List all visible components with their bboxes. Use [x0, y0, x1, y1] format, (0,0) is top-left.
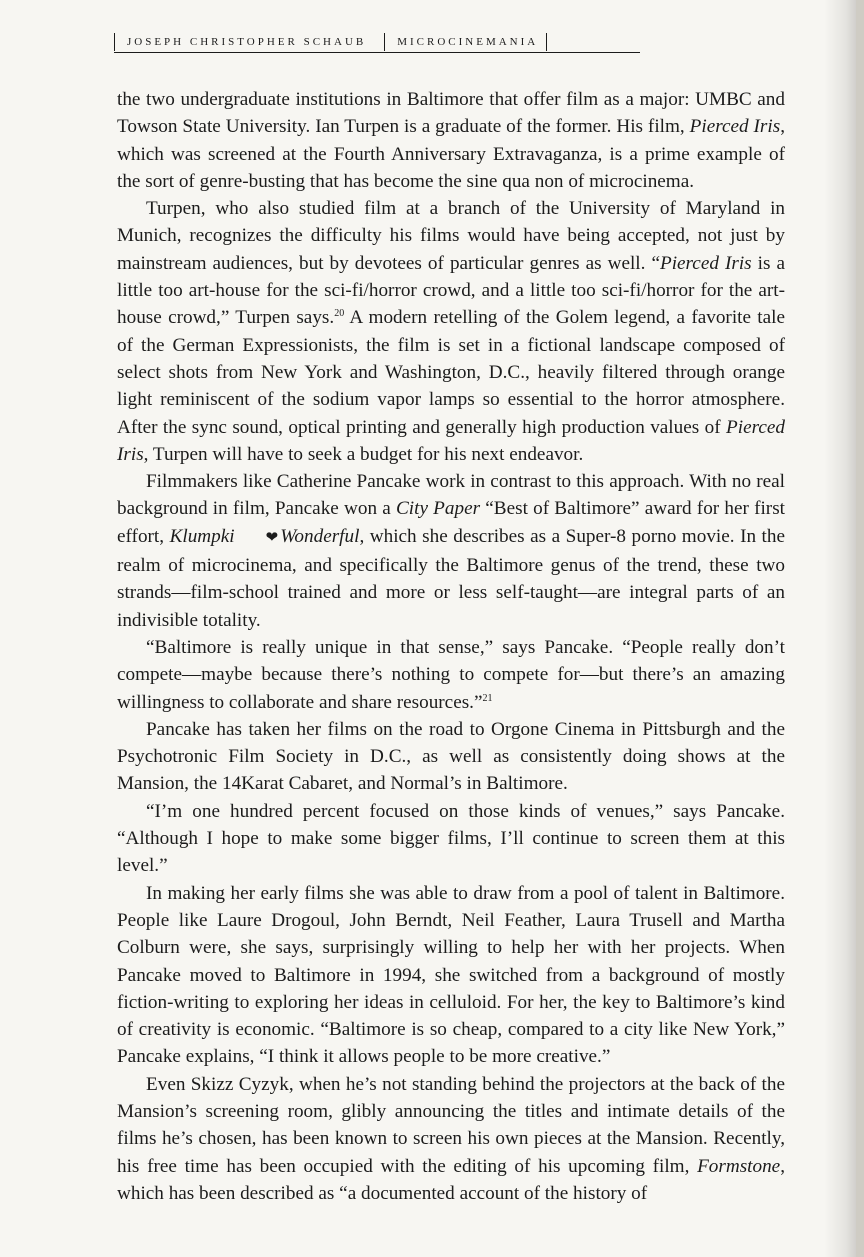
paragraph-2 — [117, 195, 785, 468]
running-head-author: JOSEPH CHRISTOPHER SCHAUB — [127, 36, 367, 48]
paragraph-1-text-a: the two undergraduate institutions in Baltimore that offer film as a major: UMBC and Towson State University. Ian Turpen is a graduate of the former. His film, — [117, 89, 785, 138]
page-edge — [856, 0, 864, 1257]
paragraph-1-text-b: , which was screened at the Fourth Anniversary Extravaganza, is a prime example of the sort of genre-busting that has become the sine qua non of microcinema. — [117, 116, 785, 192]
paragraph-1 — [117, 86, 785, 195]
running-head — [114, 32, 640, 53]
paragraph-8-text-a: Even Skizz Cyzyk, when he’s not standing behind the projectors at the back of the Mansion’s screening room, glibly announcing the titles and intimate details of the films he’s chosen, has been known to screen his own pieces at the Mansion. Recently, his free time has been occupied with the editing of his upcoming film, — [117, 1073, 785, 1177]
paragraph-3-text-b: “Best of Baltimore” award for her first effort, — [117, 498, 785, 547]
heart-icon: ❤ — [265, 529, 279, 546]
paragraph-3 — [117, 468, 785, 634]
paragraph-2-text-b: is a little too art-house for the sci-fi/horror crowd, and a little too sci-fi/horror for the art-house crowd,” Turpen says. — [117, 252, 785, 329]
paragraph-2-text-d: , Turpen will have to seek a budget for his next endeavor. — [143, 443, 584, 465]
footnote-ref-20: 20 — [334, 308, 345, 320]
publication-title-city-paper: City Paper — [395, 498, 481, 520]
paragraph-4-text: “Baltimore is really unique in that sense,” says Pancake. “People really don’t compete—maybe because there’s nothing to compete for—but there’s an amazing willingness to collaborate and share resources.” — [117, 636, 785, 713]
paragraph-2-text-a: Turpen, who also studied film at a branch of the University of Maryland in Munich, recognizes the difficulty his films would have being accepted, not just by mainstream audiences, but by devotees of particular genres as well. “ — [117, 198, 785, 274]
running-head-title: MICROCINEMANIA — [397, 36, 539, 48]
film-title-pierced-iris: Pierced Iris — [689, 116, 781, 138]
film-title-pierced-iris: Pierced Iris — [117, 416, 785, 465]
paragraph-3-text-a: Filmmakers like Catherine Pancake work in contrast to this approach. With no real background in film, Pancake won a — [117, 471, 785, 520]
paragraph-2-text-c: A modern retelling of the Golem legend, a favorite tale of the German Expressionists, the film is set in a fictional landscape composed of select shots from New York and Washington, D.C., heavily filtered through orange light reminiscent of the sodium vapor lamps so essential to the horror atmosphere. After the sync sound, optical printing and generally high production values of — [117, 307, 785, 438]
film-title-wonderful: Wonderful — [280, 525, 360, 547]
paragraph-6: “I’m one hundred percent focused on those kinds of venues,” says Pancake. “Although I hope to make some bigger films, I’ll continue to screen them at this level.” — [117, 800, 785, 877]
running-head-rule-end — [546, 33, 547, 51]
film-title-klumpki: Klumpki — [169, 525, 235, 547]
paragraph-8-text-b: , which has been described as “a documented account of the history of — [117, 1155, 785, 1204]
paragraph-7: In making her early films she was able to draw from a pool of talent in Baltimore. People like Laure Drogoul, John Berndt, Neil Feather, Laura Trusell and Martha Colburn were, she says, surprisingly willing to help her with her projects. When Pancake moved to Baltimore in 1994, she switched from a background of mostly fiction-writing to exploring her ideas in celluloid. For her, the key to Baltimore’s kind of creativity is economic. “Baltimore is so cheap, compared to a city like New York,” Pancake explains, “I think it allows people to be more creative.” — [117, 882, 785, 1068]
paragraph-4 — [117, 634, 785, 716]
paragraph-5: Pancake has taken her films on the road to Orgone Cinema in Pittsburgh and the Psychotronic Film Society in D.C., as well as consistently doing shows at the Mansion, the 14Karat Cabaret, and Normal’s in Baltimore. — [117, 718, 785, 795]
footnote-ref-21: 21 — [482, 692, 493, 704]
film-title-formstone: Formstone — [697, 1155, 781, 1177]
paragraph-3-text-c: , which she describes as a Super-8 porno movie. In the realm of microcinema, and specifically the Baltimore genus of the trend, these two strands—film-school trained and more or less self-taught—are integral parts of an indivisible totality. — [117, 525, 786, 631]
paragraph-8 — [117, 1071, 785, 1207]
film-title-pierced-iris: Pierced Iris — [659, 252, 752, 274]
body-text — [117, 86, 785, 1207]
